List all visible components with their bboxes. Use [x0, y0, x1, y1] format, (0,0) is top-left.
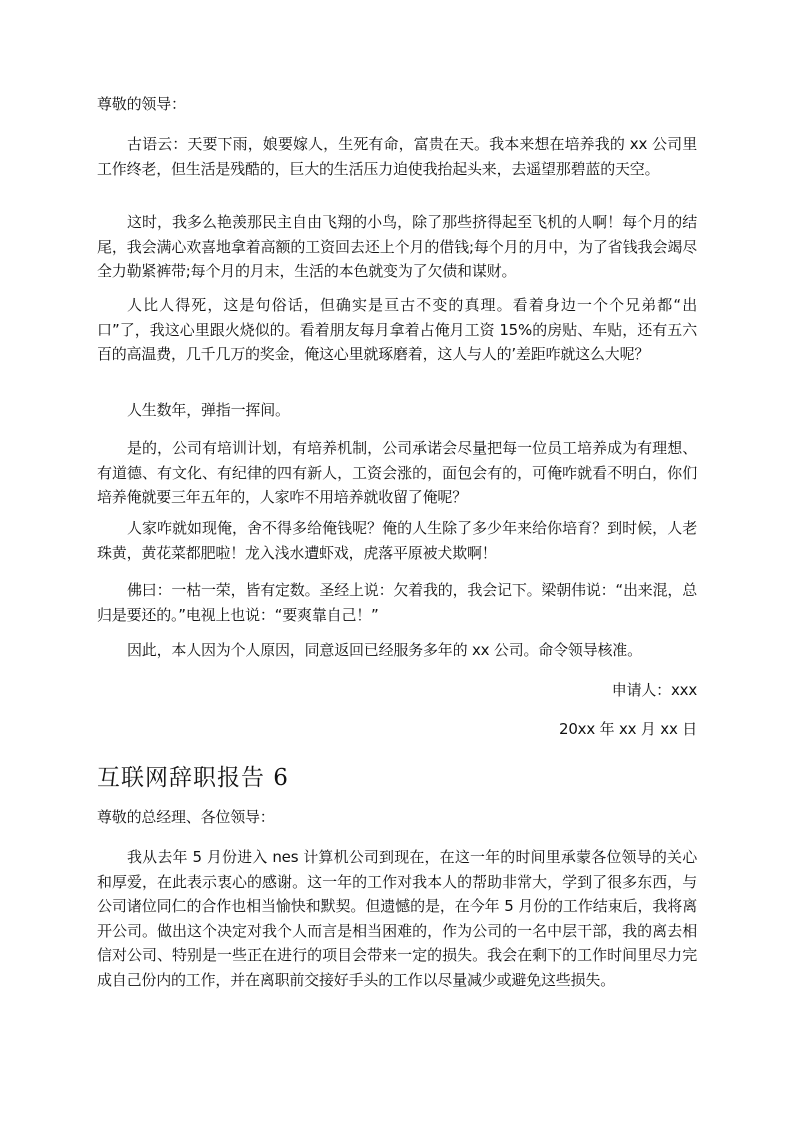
- applicant-signature: 申请人：xxx: [611, 681, 697, 699]
- paragraph-6: 人家咋就如现俺，舍不得多给俺钱呢？俺的人生除了多少年来给你培育？到时候，人老珠黄，黄花菜都肥啦！龙入浅水遭虾戏，虎落平原被犬欺啊！: [97, 519, 697, 562]
- paragraph-7: 佛曰：一枯一荣，皆有定数。圣经上说：欠着我的，我会记下。梁朝伟说：“出来混，总归是要还的。”电视上也说：“要爽靠自己！”: [97, 581, 697, 624]
- paragraph-8: 因此，本人因为个人原因，同意返回已经服务多年的 xx 公司。命令领导核准。: [127, 641, 642, 659]
- salutation-2: 尊敬的总经理、各位领导：: [97, 808, 275, 826]
- paragraph-1: 古语云：天要下雨，娘要嫁人，生死有命，富贵在天。我本来想在培养我的 xx 公司里工作终老，但生活是残酷的，巨大的生活压力迫使我抬起头来，去遥望那碧蓝的天空。: [97, 135, 697, 178]
- paragraph-5: 是的，公司有培训计划，有培养机制，公司承诺会尽量把每一位员工培养成为有理想、有道德、有文化、有纪律的四有新人，工资会涨的，面包会有的，可俺咋就看不明白，你们培养俺就要三年五年的，人家咋不用培养就收留了俺呢？: [97, 439, 697, 506]
- paragraph-2: 这时，我多么艳羡那民主自由飞翔的小鸟，除了那些挤得起至飞机的人啊！每个月的结尾，我会满心欢喜地拿着高额的工资回去还上个月的借钱;每个月的月中，为了省钱我会竭尽全力勒紧裤带;每个月的月末，生活的本色就变为了欠债和谋财。: [97, 213, 697, 280]
- section-title: 互联网辞职报告 6: [97, 765, 289, 791]
- letter-date: 20xx 年 xx 月 xx 日: [559, 720, 697, 738]
- salutation-1: 尊敬的领导：: [97, 95, 186, 113]
- paragraph-section-1: 我从去年 5 月份进入 nes 计算机公司到现在，在这一年的时间里承蒙各位领导的关心和厚爱，在此表示衷心的感谢。这一年的工作对我本人的帮助非常大，学到了很多东西，与公司诸位同仁的合作也相当愉快和默契。但遗憾的是，在今年 5 月份的工作结束后，我将离开公司。做出这个决定对我个人而言是相当困难的，作为公司的一名中层干部，我的离去相信对公司、特别是一些正在进行的项目会带来一定的损失。我会在剩下的工作时间里尽力完成自己份内的工作，并在离职前交接好手头的工作以尽量减少或避免这些损失。: [97, 848, 697, 989]
- paragraph-3: 人比人得死，这是句俗话，但确实是亘古不变的真理。看着身边一个个兄弟都“出口”了，我这心里跟火烧似的。看着朋友每月拿着占俺月工资 15%的房贴、车贴，还有五六百的高温费，几千几万的奖金，俺这心里就琢磨着，这人与人的’差距咋就这么大呢？: [97, 296, 697, 363]
- paragraph-4: 人生数年，弹指一挥间。: [127, 401, 290, 419]
